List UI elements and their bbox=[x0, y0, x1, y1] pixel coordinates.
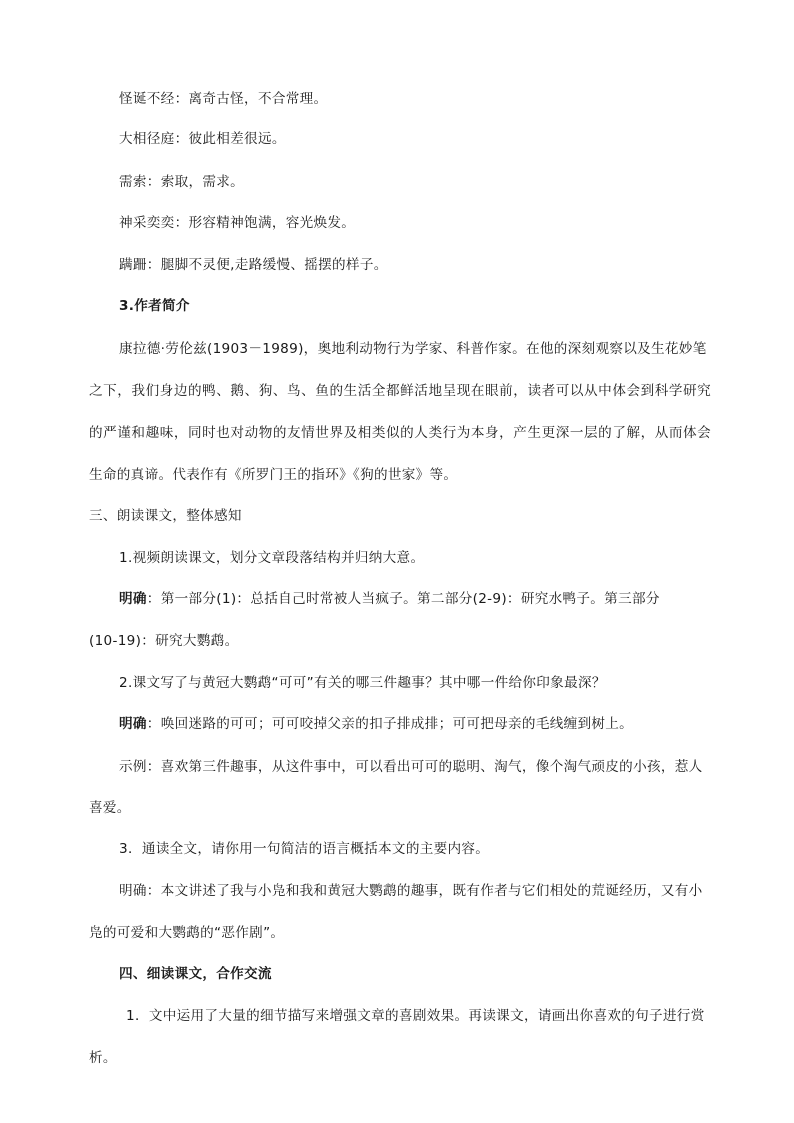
term-word: 怪诞不经 bbox=[119, 91, 175, 107]
answer-label: 明确 bbox=[119, 716, 147, 732]
question-1: 1.视频朗读课文，划分文章段落结构并归纳大意。 bbox=[119, 550, 425, 566]
term-definition: ：彼此相差很远。 bbox=[174, 131, 286, 147]
author-paragraph-line-1: 康拉德·劳伦兹(1903－1989)，奥地利动物行为学家、科普作家。在他的深刻观察以及生花妙笔 bbox=[119, 341, 707, 357]
answer-3-line-1: 明确：本文讲述了我与小凫和我和黄冠大鹦鹉的趣事，既有作者与它们相处的荒诞经历，又有小 bbox=[119, 883, 703, 899]
author-heading: 3.作者简介 bbox=[119, 298, 190, 314]
example-line-1: 示例：喜欢第三件趣事，从这件事中，可以看出可可的聪明、淘气，像个淘气顽皮的小孩，惹人 bbox=[119, 759, 703, 775]
term-definition: ：离奇古怪，不合常理。 bbox=[174, 91, 328, 107]
answer-1-line-2: (10-19)：研究大鹦鹉。 bbox=[89, 633, 239, 649]
term-word: 大相径庭 bbox=[119, 131, 175, 147]
author-paragraph-line-2: 之下，我们身边的鸭、鹅、狗、鸟、鱼的生活全都鲜活地呈现在眼前，读者可以从中体会到科学研究 bbox=[89, 383, 712, 399]
answer-3-line-2: 凫的可爱和大鹦鹉的“恶作剧”。 bbox=[89, 925, 285, 941]
term-definition: ：形容精神饱满，容光焕发。 bbox=[174, 215, 356, 231]
example-line-2: 喜爱。 bbox=[89, 800, 131, 816]
answer-text: ：第一部分(1)：总括自己时常被人当疯子。第二部分(2-9)：研究水鸭子。第三部分 bbox=[146, 591, 660, 607]
question-3: 3．通读全文，请你用一句简洁的语言概括本文的主要内容。 bbox=[119, 841, 490, 857]
answer-1-line-1 bbox=[119, 589, 660, 609]
term-line-5 bbox=[119, 255, 388, 275]
term-word: 蹒跚 bbox=[119, 257, 147, 273]
answer-label: 明确 bbox=[119, 591, 147, 607]
term-line-3 bbox=[119, 172, 244, 192]
section4-heading: 四、细读课文，合作交流 bbox=[119, 966, 272, 982]
author-paragraph-line-3: 的严谨和趣味，同时也对动物的友情世界及相类似的人类行为本身，产生更深一层的了解，从而体会 bbox=[89, 425, 712, 441]
term-line-2 bbox=[119, 129, 286, 149]
question-2: 2.课文写了与黄冠大鹦鹉“可可”有关的哪三件趣事？其中哪一件给你印象最深？ bbox=[119, 675, 606, 691]
term-definition: ：索取，需求。 bbox=[146, 174, 245, 190]
answer-text: ：唤回迷路的可可；可可咬掉父亲的扣子排成排；可可把母亲的毛线缠到树上。 bbox=[146, 716, 634, 732]
question-4-line-1: 1．文中运用了大量的细节描写来增强文章的喜剧效果。再读课文，请画出你喜欢的句子进行赏 bbox=[126, 1008, 705, 1024]
term-line-4 bbox=[119, 213, 355, 233]
term-line-1 bbox=[119, 89, 327, 109]
term-word: 神采奕奕 bbox=[119, 215, 175, 231]
author-paragraph-line-4: 生命的真谛。代表作有《所罗门王的指环》《狗的世家》等。 bbox=[89, 467, 458, 483]
term-word: 需索 bbox=[119, 174, 147, 190]
question-4-line-2: 析。 bbox=[89, 1050, 117, 1066]
answer-2 bbox=[119, 714, 633, 734]
section3-heading: 三、朗读课文，整体感知 bbox=[89, 508, 242, 524]
term-definition: ：腿脚不灵便,走路缓慢、摇摆的样子。 bbox=[146, 257, 388, 273]
